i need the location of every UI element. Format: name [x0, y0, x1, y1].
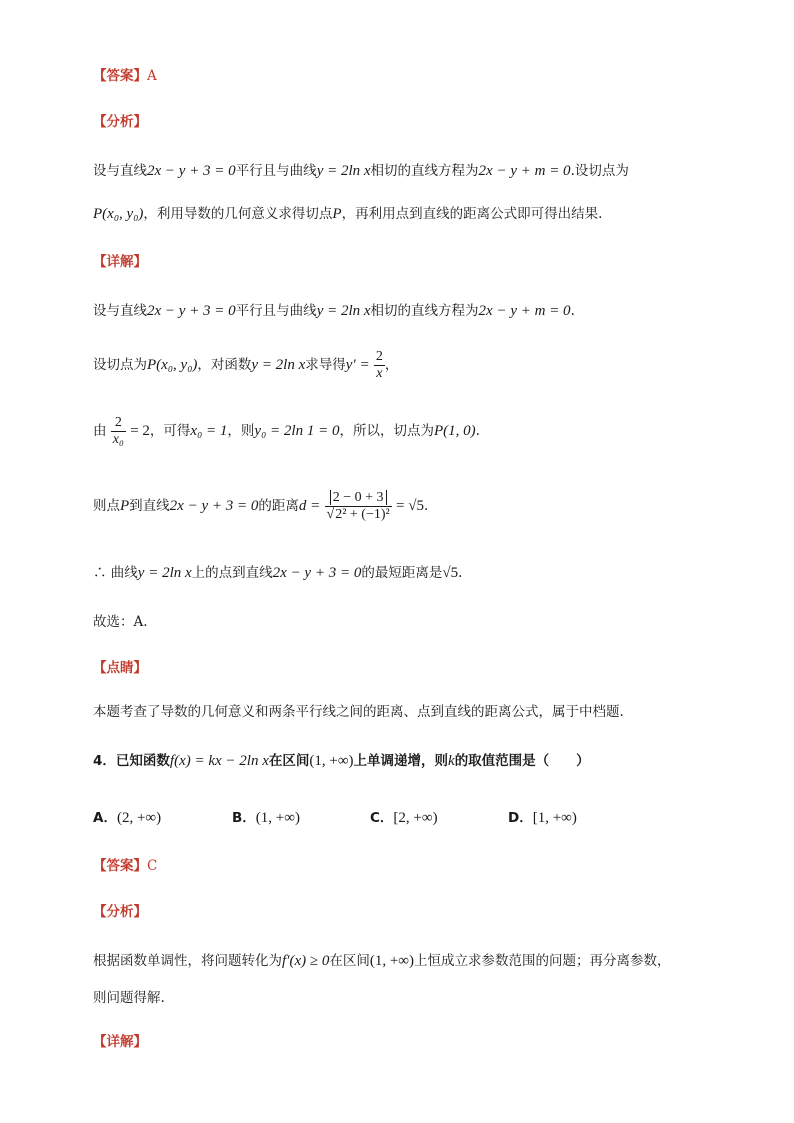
comment-text-1: 本题考查了导数的几何意义和两条平行线之间的距离、点到直线的距离公式，属于中档题.: [93, 704, 624, 720]
analysis-heading-1: [93, 112, 147, 132]
detail-line-1: 设与直线2x − y + 3 = 0平行且与曲线y = 2ln x相切的直线方程为2x − y + m = 0.: [93, 303, 575, 319]
detail-line-3: 由 $\frac{2}{\text{x₀}}$ = 2，可得x₀ = 1，则y₀ = 2ln 1 = 0，所以，切点为P(1, 0).: [93, 415, 480, 447]
detail-heading-1: [93, 252, 147, 272]
analysis-label-2: 【分析】: [93, 904, 147, 920]
detail-label-2: 【详解】: [93, 1034, 147, 1050]
answer-line-2: [93, 856, 157, 876]
analysis-label: 【分析】: [93, 114, 147, 130]
option-c: C．[2, +∞): [370, 810, 438, 826]
analysis-line-1: 设与直线2x − y + 3 = 0平行且与曲线y = 2ln x相切的直线方程为2x − y + m = 0.设切点为: [93, 163, 629, 179]
detail-line-4: 则点P到直线2x − y + 3 = 0的距离d = $\frac{2 - 0 + 3}{\text{√2² + (−1)²}}$ = √5.: [93, 490, 429, 522]
analysis2-line-1: 根据函数单调性，将问题转化为f′(x) ≥ 0在区间(1, +∞)上恒成立求参数范围的问题；再分离参数，: [93, 953, 671, 969]
comment-label: 【点睛】: [93, 660, 147, 676]
comment-heading-1: [93, 658, 147, 678]
answer-label-2: 【答案】C: [93, 858, 158, 874]
distance-fraction: $\frac{2 - 0 + 3}{\text{√2² + (−1)²}}$: [326, 490, 390, 522]
detail-line-5: ∴ 曲线y = 2ln x上的点到直线2x − y + 3 = 0的最短距离是√5.: [93, 565, 463, 581]
fraction-2-over-x: $\frac{2}{x}$: [375, 349, 383, 381]
fraction-2-over-x0: $\frac{2}{\text{x₀}}$: [112, 415, 124, 447]
analysis2-line-2: 则问题得解.: [93, 990, 165, 1006]
analysis-line-2: P(x₀, y₀)，利用导数的几何意义求得切点P，再利用点到直线的距离公式即可得出结果.: [93, 206, 603, 222]
detail-line-2: 设切点为P(x₀, y₀)，对函数y = 2ln x求导得y′ = $\frac{2}{x}$ ，: [93, 349, 399, 381]
answer-line-1: [93, 66, 157, 86]
detail-line-6: 故选：A.: [93, 614, 148, 630]
option-a: A．(2, +∞): [93, 810, 162, 826]
option-b: B．(1, +∞): [232, 810, 300, 826]
option-d: D．[1, +∞): [508, 810, 577, 826]
detail-heading-2: [93, 1032, 147, 1052]
analysis-heading-2: [93, 902, 147, 922]
answer-label: 【答案】A: [93, 68, 157, 84]
question-4: 4．已知函数f(x) = kx − 2ln x在区间(1, +∞)上单调递增，则k的取值范围是（ ）: [93, 753, 590, 769]
detail-label: 【详解】: [93, 254, 147, 270]
